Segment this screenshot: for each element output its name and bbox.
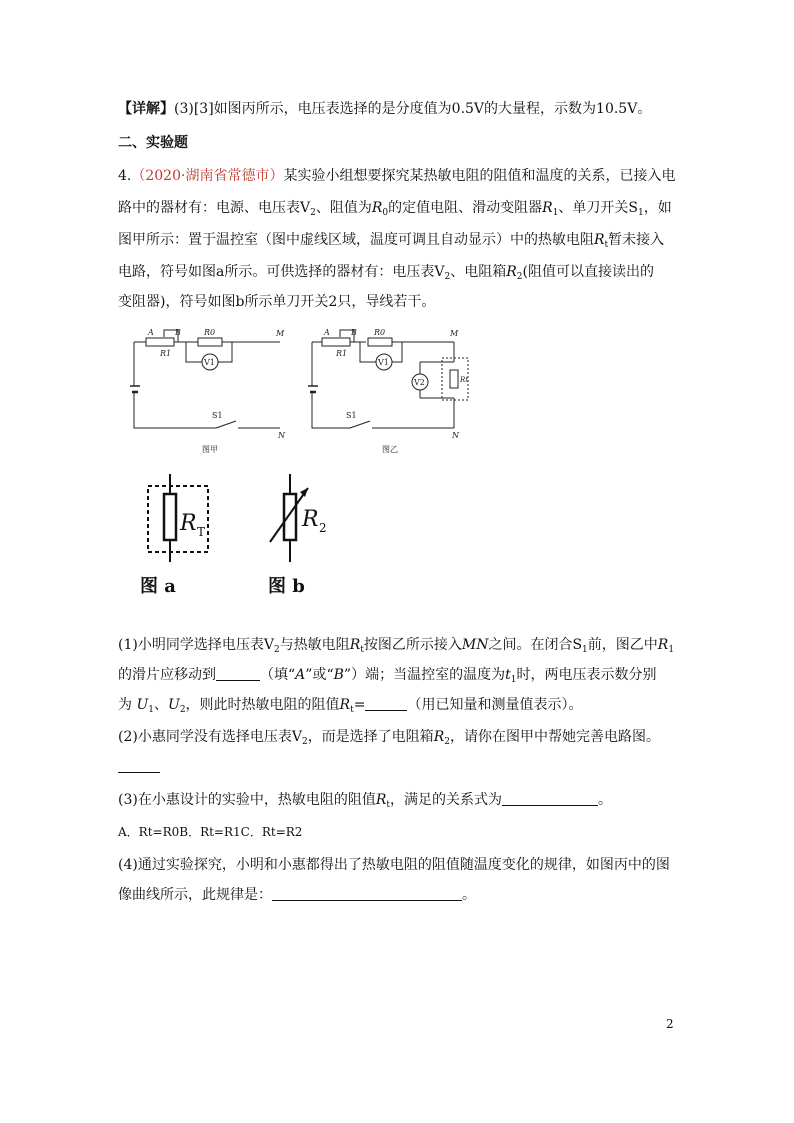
q4-l2-sub: 2 — [310, 208, 316, 218]
detail-line — [118, 99, 651, 119]
sub2-var: R — [433, 729, 445, 745]
sub1-var: t — [505, 667, 511, 683]
sub1-text: 前，图乙中 — [587, 637, 658, 653]
q4-line-2 — [118, 198, 672, 223]
q4-l2-part: 、单刀开关S — [558, 200, 639, 216]
sub1-sub: 1 — [582, 645, 588, 655]
fig-yi-label-R1: R1 — [336, 349, 348, 358]
fig-yi-label-B: B — [351, 328, 357, 337]
sub1-sub: 1 — [148, 705, 154, 715]
fig-yi-label-V2: V2 — [414, 378, 425, 387]
sub1-text: 与热敏电阻 — [279, 637, 350, 653]
fig-jia-label-R0: R0 — [204, 328, 216, 337]
q4-l3-part: 图甲所示：置于温控室（图中虚线区域，温度可调且自动显示）中的热敏电阻 — [118, 232, 594, 248]
fig-jia-label-R1: R1 — [160, 349, 172, 358]
fig-jia-label-V1: V1 — [204, 358, 215, 367]
sub1-var: U — [136, 697, 149, 713]
sym-b-caption: 图 b — [268, 576, 305, 597]
sub3-text: (3)在小惠设计的实验中，热敏电阻的阻值 — [118, 792, 376, 808]
sub1-sub: 2 — [179, 705, 186, 715]
q4-l3-sub: t — [604, 240, 609, 250]
component-symbols — [140, 470, 340, 600]
circuit-figures — [120, 318, 480, 458]
fig-yi-label-S1: S1 — [346, 411, 357, 420]
sub1-text: 之间。在闭合S — [488, 637, 583, 653]
q4-l2-sub: 0 — [382, 208, 389, 218]
answer-blank-5[interactable] — [272, 886, 462, 901]
q4-l2-part: 路中的器材有：电源、电压表V — [118, 200, 311, 216]
sub1-var: R — [657, 637, 669, 653]
q4-l4-sub: 2 — [516, 272, 523, 282]
page-number: 2 — [666, 1017, 674, 1031]
sym-a-label: R — [180, 511, 197, 536]
sub2-sub: 2 — [444, 737, 450, 747]
q4-l4-part: 电路，符号如图a所示。可供选择的器材有：电压表V — [118, 264, 445, 280]
q4-l4-sub: 2 — [444, 272, 451, 282]
q4-line-4 — [118, 262, 654, 287]
sub1-text: 、 — [154, 697, 168, 713]
sub1-text: 的滑片应移动到 — [118, 667, 216, 683]
fig-yi-label-A: A — [324, 328, 330, 337]
sub4-text: 。 — [462, 887, 476, 903]
sub1-sub: t — [360, 645, 364, 655]
sub2-text: (2)小惠同学没有选择电压表V — [118, 729, 302, 745]
sub2-text: ，而是选择了电阻箱 — [307, 729, 434, 745]
sub1-var: U — [168, 697, 180, 713]
q4-l2-sub: 1 — [638, 208, 644, 218]
q4-l4-part: 、电阻箱 — [450, 264, 507, 280]
sub3-line — [118, 790, 612, 815]
detail-text: (3)[3]如图丙所示，电压表选择的是分度值为0.5V的大量程，示数为10.5V。 — [174, 101, 652, 117]
sub4-line-1: (4)通过实验探究，小明和小惠都得出了热敏电阻的阻值随温度变化的规律，如图丙中的图 — [118, 857, 670, 873]
q4-l2-part: ，如 — [643, 200, 672, 216]
sym-a-sub: T — [197, 525, 206, 539]
sub4-line-2 — [118, 885, 476, 905]
sub1-sub: 2 — [273, 645, 280, 655]
answer-blank-2[interactable] — [365, 696, 407, 711]
q4-l3-var: R — [594, 232, 605, 248]
q4-l2-sub: 1 — [552, 208, 559, 218]
sub1-text: ，则此时热敏电阻的阻值 — [185, 697, 340, 713]
sub1-text: (1)小明同学选择电压表V — [118, 637, 274, 653]
fig-jia-label-S1: S1 — [212, 411, 223, 420]
fig-jia-label-B: B — [175, 328, 181, 337]
sub1-text: （填“ — [260, 667, 296, 683]
q4-l4-part: (阻值可以直接读出的 — [522, 264, 654, 280]
sub1-text: ”）端；当温控室的温度为 — [343, 667, 506, 683]
sub1-text: 为 — [118, 697, 132, 713]
sub3-sub: t — [386, 800, 391, 810]
q4-line-3 — [118, 230, 664, 255]
fig-yi-label-V1: V1 — [378, 358, 389, 367]
q4-line1-text: 某实验小组想要探究某热敏电阻的阻值和温度的关系，已接入电 — [283, 168, 676, 184]
sub1-sub: 1 — [668, 645, 675, 655]
q4-number: 4. — [118, 168, 132, 184]
fig-jia-label-N: N — [278, 431, 285, 440]
sub1-text: 时，两电压表示数分别 — [516, 667, 657, 683]
fig-yi-label-Rt: Rt — [460, 376, 469, 384]
q4-line-5: 变阻器)，符号如图b所示单刀开关2只，导线若干。 — [118, 294, 436, 310]
sub1-var: R — [339, 697, 351, 713]
section-title: 二、实验题 — [118, 135, 188, 151]
q4-l4-var: R — [506, 264, 517, 280]
sub1-var: MN — [461, 637, 489, 653]
sym-b-sub: 2 — [319, 521, 327, 535]
sub1-line-1 — [118, 635, 674, 660]
q4-l2-part: 、阻值为 — [315, 200, 372, 216]
sub1-var: A — [295, 667, 306, 683]
q4-l3-part: 暂未接入 — [608, 232, 665, 248]
detail-tag: 【详解】 — [118, 101, 174, 117]
sub1-text: （用已知量和测量值表示）。 — [407, 697, 583, 713]
sub4-text: 像曲线所示，此规律是： — [118, 887, 272, 903]
sub3-var: R — [375, 792, 387, 808]
sub1-line-3 — [118, 695, 582, 720]
fig-jia-label-M: M — [276, 329, 285, 338]
sub1-text: = — [353, 697, 366, 713]
fig-yi-label-N: N — [452, 431, 459, 440]
sub3-text: 。 — [598, 792, 613, 808]
sub1-var: B — [333, 667, 344, 683]
sub2-sub: 2 — [301, 737, 308, 747]
fig-jia-caption: 图甲 — [202, 445, 218, 454]
sym-b-label: R — [302, 507, 319, 532]
sub2-line — [118, 727, 660, 752]
sub3-text: ，满足的关系式为 — [390, 792, 503, 808]
sub1-text: 按图乙所示接入 — [363, 637, 462, 653]
fig-yi-caption: 图乙 — [382, 445, 398, 454]
sub1-var: R — [349, 637, 361, 653]
fig-yi-label-R0: R0 — [374, 328, 386, 337]
q4-l2-var: R — [542, 200, 553, 216]
thermistor-chamber-outline — [148, 486, 208, 552]
sub1-line-2 — [118, 665, 656, 690]
q4-line-1 — [118, 166, 675, 186]
fig-yi-label-M: M — [450, 329, 459, 338]
answer-blank-1[interactable] — [216, 666, 260, 681]
q4-l2-var: R — [371, 200, 383, 216]
q4-source: （2020·湖南省常德市） — [131, 168, 284, 184]
sub1-sub: 1 — [510, 675, 517, 685]
choices-line: A．Rt=R0B．Rt=R1C．Rt=R2 — [118, 825, 303, 839]
q4-l2-part: 的定值电阻、滑动变阻器 — [388, 200, 543, 216]
fig-jia-label-A: A — [148, 328, 154, 337]
sym-a-caption: 图 a — [140, 576, 176, 597]
answer-blank-3[interactable] — [118, 772, 160, 773]
answer-blank-4[interactable] — [502, 791, 598, 806]
sub1-text: ”或“ — [305, 667, 334, 683]
sub2-text: ，请你在图甲中帮她完善电路图。 — [449, 729, 660, 745]
sub1-sub: t — [350, 705, 354, 715]
